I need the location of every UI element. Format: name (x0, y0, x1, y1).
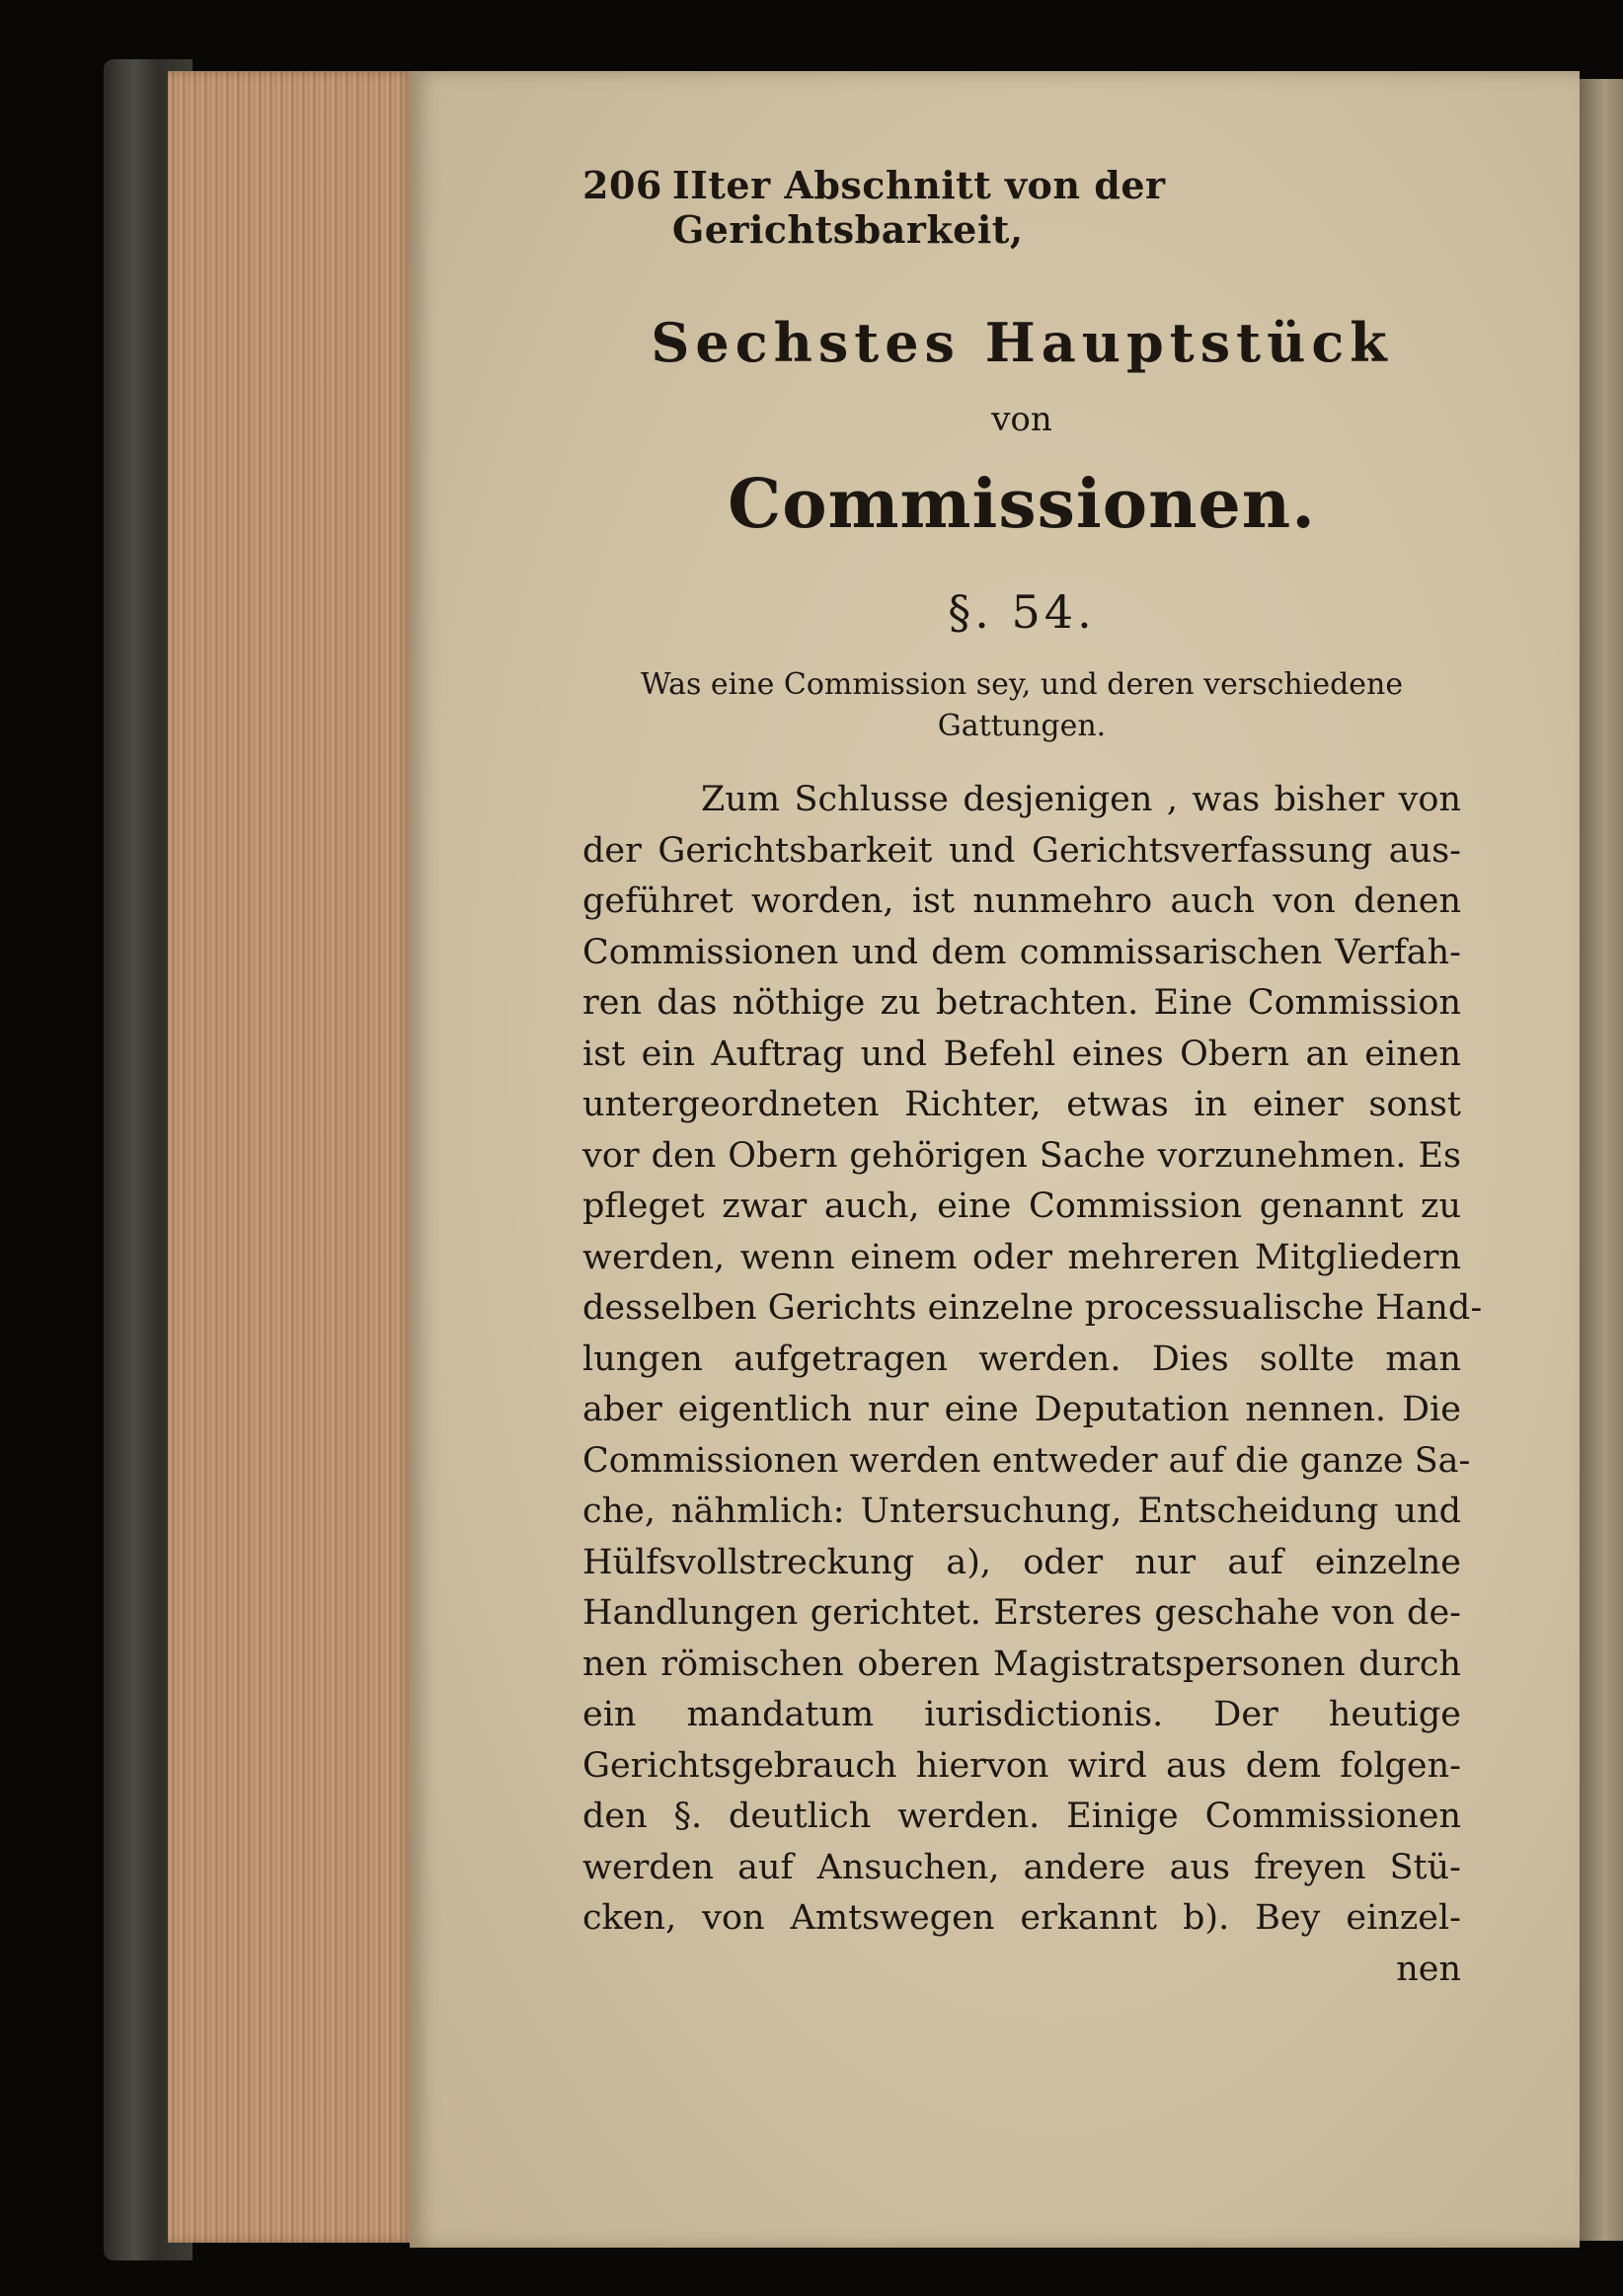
page-number: 206 (582, 163, 662, 207)
body-line: ein mandatum iurisdictionis. Der heutige (582, 1695, 1461, 1734)
body-line: cken, von Amtswegen erkannt b). Bey einzel- (582, 1898, 1461, 1938)
body-line: desselben Gerichts einzelne processualische Hand- (582, 1288, 1483, 1328)
body-line: ren das nöthige zu betrachten. Eine Commission (582, 983, 1461, 1023)
body-line: lungen aufgetragen werden. Dies sollte man (582, 1339, 1461, 1379)
running-head (582, 163, 1461, 252)
facing-page-edge (1578, 79, 1623, 2241)
section-subtitle: Was eine Commission sey, und deren verschiedene Gattungen. (640, 667, 1404, 743)
body-line: nen römischen oberen Magistratspersonen durch (582, 1644, 1461, 1684)
body-line: Commissionen werden entweder auf die ganze Sa- (582, 1440, 1471, 1481)
body-line: den §. deutlich werden. Einige Commissionen (582, 1797, 1461, 1836)
body-line: che, nähmlich: Untersuchung, Entscheidung und (582, 1492, 1461, 1531)
body-line: Hülfsvollstreckung a), oder nur auf einzelne (582, 1542, 1461, 1582)
body-line: vor den Obern gehörigen Sache vorzunehmen. Es (582, 1135, 1461, 1176)
section-number: §. 54. (948, 585, 1096, 639)
page-content (582, 163, 1483, 1995)
body-line: Zum Schlusse desjenigen , was bisher von (701, 780, 1461, 819)
chapter-title: Commissionen. (728, 465, 1316, 544)
body-line: der Gerichtsbarkeit und Gerichtsverfassung aus- (582, 830, 1461, 871)
running-head-title: IIter Abschnitt von der Gerichtsbarkeit, (671, 163, 1166, 252)
body-line: pfleget zwar auch, eine Commission genannt zu (582, 1186, 1461, 1226)
chapter-von: von (991, 400, 1052, 439)
body-line: Handlungen gerichtet. Ersteres geschahe von de- (582, 1593, 1461, 1633)
body-line: aber eigentlich nur eine Deputation nennen. Die (582, 1390, 1461, 1429)
body-line: Commissionen und dem commissarischen Verfah- (582, 932, 1461, 972)
body-line: werden, wenn einem oder mehreren Mitgliedern (582, 1237, 1461, 1277)
body-line: werden auf Ansuchen, andere aus freyen Stü- (582, 1847, 1461, 1887)
catchword: nen (1396, 1949, 1461, 1989)
body-text (582, 775, 1483, 1995)
chapter-heading: Sechstes Hauptstück (651, 311, 1393, 374)
body-line: geführet worden, ist nunmehro auch von denen (582, 881, 1461, 921)
page-block-edges (168, 71, 415, 2243)
body-line: untergeordneten Richter, etwas in einer sonst (582, 1085, 1461, 1124)
body-line: ist ein Auftrag und Befehl eines Obern an einen (582, 1033, 1461, 1074)
body-line: Gerichtsgebrauch hiervon wird aus dem folgen- (582, 1745, 1461, 1786)
